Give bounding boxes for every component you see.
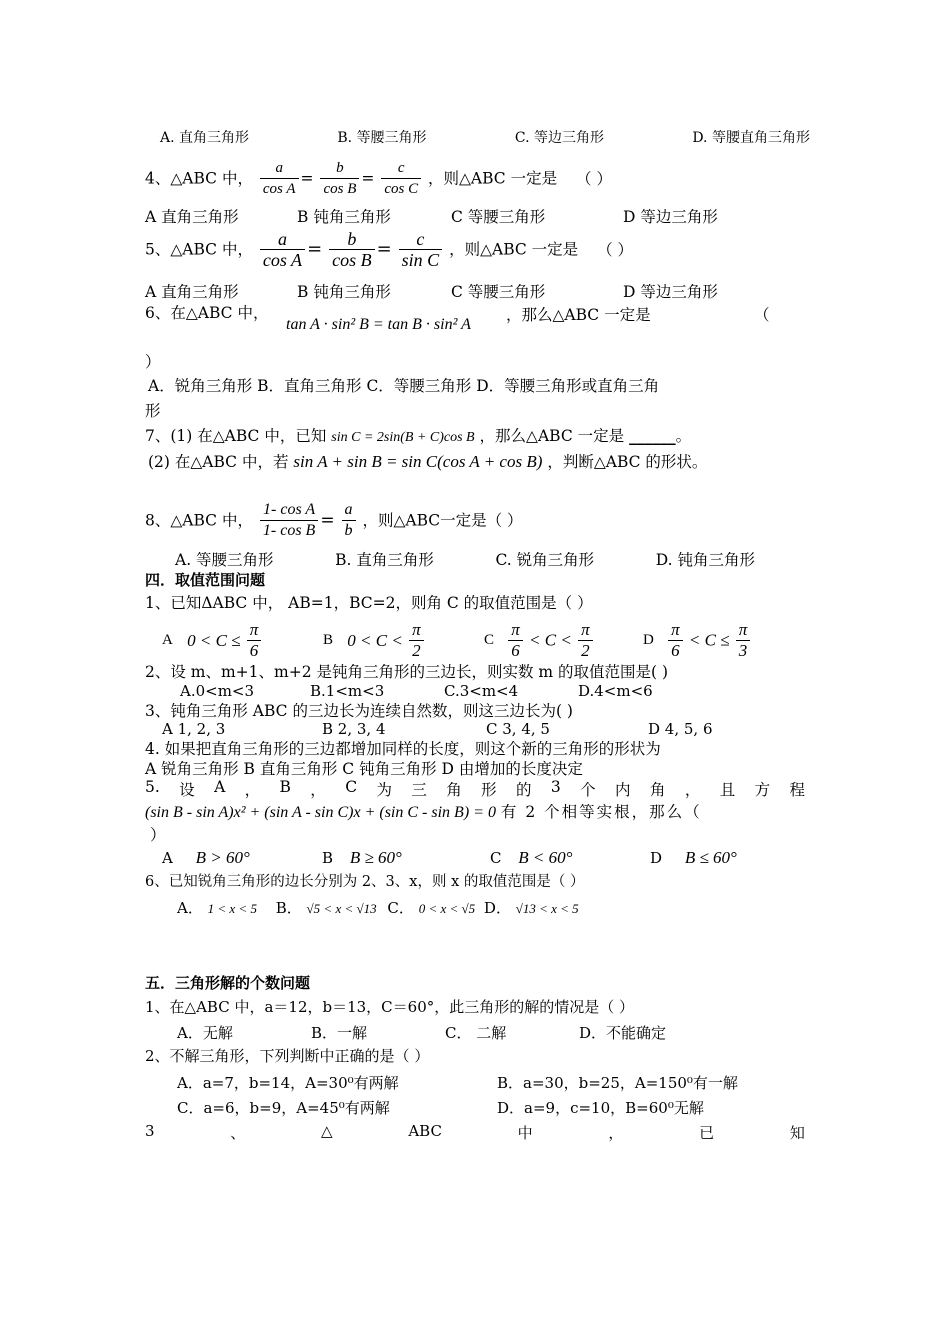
q4-f2-den: cos B bbox=[323, 181, 357, 197]
q5-option-b: B 钝角三角形 bbox=[297, 283, 391, 301]
s4-q3-option-c: C 3, 4, 5 bbox=[486, 720, 550, 738]
q8-option-a: A. 等腰三角形 bbox=[175, 551, 274, 569]
q5-option-a: A 直角三角形 bbox=[145, 283, 239, 301]
s4-q5-w16: ， bbox=[684, 781, 701, 799]
s5-q3-w4: 中 bbox=[517, 1124, 533, 1142]
q5-question: 5、△ABC 中， $\frac{a}{\text{cos A}}$ = $\frac{b}{\text{cos B}}$ = $\frac{c}{\text{sin C}}$ ，则△ABC 一定是 （ ） bbox=[145, 229, 634, 270]
s4-q1-text: 1、已知ΔABC 中， AB=1，BC=2，则角 C 的取值范围是（ ） bbox=[145, 594, 593, 612]
q8-options bbox=[175, 548, 755, 570]
s4-q6-c-expr: 0 < x < √5 bbox=[418, 901, 476, 916]
s4-q5-w12: 3 bbox=[550, 778, 561, 796]
q8-suffix: ，则△ABC一定是（ ） bbox=[362, 511, 523, 530]
s4-q5-w4: B bbox=[279, 778, 291, 796]
q8-ratio-num: a bbox=[342, 500, 356, 521]
s4-q5-b-expr: B ≥ 60° bbox=[349, 848, 402, 867]
q6-paren-open: （ bbox=[754, 306, 770, 324]
s4-q1-d-den1: 6 bbox=[671, 641, 680, 660]
s5-q1-options bbox=[177, 1022, 667, 1043]
s4-q5-w13: 个 bbox=[580, 781, 596, 799]
q8-frac-right bbox=[342, 500, 356, 541]
q7-part2-prefix: (2) 在△ABC 中，若 bbox=[148, 453, 289, 471]
s4-q5-w14: 内 bbox=[615, 781, 631, 799]
s4-q1-a-left: 0 < C ≤ bbox=[187, 630, 241, 650]
q7-part1-end: 。 bbox=[675, 427, 692, 445]
s4-q3-option-d: D 4, 5, 6 bbox=[648, 720, 713, 738]
q5-f2-num: b bbox=[329, 229, 375, 250]
s4-q5-option-d bbox=[650, 848, 737, 868]
s4-q1-d-mid: < C ≤ bbox=[688, 630, 730, 650]
s4-q5-w19: 程 bbox=[789, 781, 805, 799]
q7-part2 bbox=[148, 452, 707, 472]
s4-q1-d-frac2 bbox=[736, 620, 751, 661]
q5-options bbox=[145, 280, 718, 302]
q3-options bbox=[160, 127, 810, 147]
s4-q1-c-den2: 2 bbox=[581, 641, 590, 660]
q6-question bbox=[145, 303, 268, 323]
q7-part1-prefix: 7、(1) 在△ABC 中，已知 bbox=[145, 427, 327, 445]
q8-ratio-den: b bbox=[344, 522, 353, 539]
s4-q5-c-label: C bbox=[490, 849, 502, 867]
q4-frac-1 bbox=[260, 158, 299, 199]
q7-part1-blank: ______ bbox=[629, 426, 676, 445]
q6-suffix: ，那么△ABC 一定是 bbox=[506, 306, 651, 324]
q6-options-line2: 形 bbox=[145, 402, 161, 420]
s5-q2-option-b: B．a=30，b=25，A=150⁰有一解 bbox=[497, 1074, 738, 1092]
s4-q5-d-label: D bbox=[650, 849, 663, 867]
q7-part2-formula: sin A + sin B = sin C(cos A + cos B) bbox=[293, 452, 543, 471]
s5-q2-option-c: C．a=6，b=9，A=45⁰有两解 bbox=[177, 1099, 390, 1117]
s4-q5-b-label: B bbox=[322, 849, 334, 867]
q5-option-c: C 等腰三角形 bbox=[451, 283, 546, 301]
q3-option-b: B. 等腰三角形 bbox=[337, 130, 427, 146]
s4-q5-w3: ， bbox=[244, 781, 261, 799]
s4-q5-w18: 方 bbox=[754, 781, 771, 799]
q5-f3-num: c bbox=[399, 229, 443, 250]
q5-f2-den: cos B bbox=[332, 250, 372, 270]
q8-frac-left bbox=[260, 500, 318, 541]
s4-q5-w7: 为 bbox=[376, 781, 392, 799]
q4-paren: （ ） bbox=[576, 169, 612, 188]
q5-frac-2 bbox=[329, 229, 375, 270]
s4-q1-d-num2: π bbox=[736, 620, 751, 641]
s5-q1-option-a: A．无解 bbox=[177, 1024, 233, 1042]
s4-q5-w9: 角 bbox=[446, 781, 462, 799]
s5-q1-option-c: C． 二解 bbox=[445, 1024, 507, 1042]
q7-part1 bbox=[145, 426, 691, 448]
q4-frac-3 bbox=[381, 158, 421, 199]
q4-f2-num: b bbox=[320, 158, 359, 179]
s4-q6-a-expr: 1 < x < 5 bbox=[207, 901, 257, 916]
s4-q5-d-expr: B ≤ 60° bbox=[684, 848, 737, 867]
q3-option-a: A. 直角三角形 bbox=[160, 130, 250, 146]
s4-q6-a-label: A． bbox=[177, 899, 203, 917]
s4-q1-b-num: π bbox=[409, 620, 424, 641]
q8-equals: = bbox=[320, 510, 335, 531]
section5-heading: 五．三角形解的个数问题 bbox=[145, 974, 311, 992]
s4-q5-w11: 的 bbox=[516, 781, 532, 799]
q7-part2-suffix: ，判断△ABC 的形状。 bbox=[547, 453, 708, 471]
s4-q2-option-d: D.4<m<6 bbox=[578, 682, 653, 700]
s5-q3-w7: 知 bbox=[789, 1124, 805, 1142]
s4-q6-c-label: C． bbox=[387, 899, 414, 917]
s4-q6-option-a bbox=[177, 899, 262, 917]
s5-q1-option-b: B．一解 bbox=[311, 1024, 368, 1042]
s4-q5-line1 bbox=[145, 778, 805, 800]
s4-q1-option-a bbox=[162, 620, 263, 661]
q5-suffix: ，则△ABC 一定是 bbox=[449, 240, 579, 259]
s4-q5-w6: C bbox=[345, 778, 358, 796]
q4-f1-num: a bbox=[260, 158, 299, 179]
s5-q1-option-d: D．不能确定 bbox=[579, 1024, 667, 1042]
s5-q3-line bbox=[145, 1122, 805, 1143]
s4-q2-text: 2、设 m、m+1、m+2 是钝角三角形的三边长，则实数 m 的取值范围是( ) bbox=[145, 663, 669, 681]
s4-q5-w0: 5. bbox=[145, 778, 160, 796]
s5-q3-w3: ABC bbox=[408, 1122, 442, 1140]
q4-prefix: 4、△ABC 中， bbox=[145, 169, 253, 188]
q5-prefix: 5、△ABC 中， bbox=[145, 240, 253, 259]
q4-option-d: D 等边三角形 bbox=[623, 208, 718, 226]
s4-q5-c-expr: B < 60° bbox=[518, 848, 573, 867]
s4-q6-d-expr: √13 < x < 5 bbox=[515, 901, 579, 916]
s4-q3-options bbox=[162, 720, 713, 738]
s4-q2-option-b: B.1<m<3 bbox=[310, 682, 385, 700]
s4-q6-options bbox=[177, 897, 579, 918]
s5-q2-option-d: D．a=9，c=10，B=60⁰无解 bbox=[497, 1099, 704, 1117]
s4-q5-option-c bbox=[490, 848, 572, 868]
s4-q5-a-expr: B > 60° bbox=[195, 848, 250, 867]
q5-f1-num: a bbox=[260, 229, 305, 250]
s4-q5-w8: 三 bbox=[411, 781, 427, 799]
s4-q2-options bbox=[180, 682, 653, 700]
s4-q1-option-b bbox=[323, 620, 426, 661]
s4-q6-text: 6、已知锐角三角形的边长分别为 2、3、x，则 x 的取值范围是（ ） bbox=[145, 874, 585, 890]
q8-frac-den: 1- cos B bbox=[262, 522, 316, 539]
s4-q5-line2 bbox=[145, 802, 702, 823]
s4-q1-c-mid: < C < bbox=[529, 630, 572, 650]
s4-q5-line2-suffix: 有 2 个相等实根，那么（ bbox=[500, 803, 702, 821]
s4-q5-w1: 设 bbox=[179, 781, 195, 799]
s4-q1-d-num1: π bbox=[668, 620, 683, 641]
s4-q1-a-frac bbox=[247, 620, 262, 661]
s4-q5-formula: (sin B - sin A)x² + (sin A - sin C)x + (sin C - sin B) = 0 bbox=[145, 804, 496, 821]
s4-q3-text: 3、钝角三角形 ABC 的三边长为连续自然数，则这三边长为( ) bbox=[145, 702, 573, 720]
s4-q6-option-d bbox=[484, 899, 579, 917]
s4-q1-d-label: D bbox=[643, 632, 654, 648]
s4-q6-b-expr: √5 < x < √13 bbox=[306, 901, 377, 916]
q5-f1-den: cos A bbox=[262, 250, 303, 270]
s5-q2-option-a: A．a=7，b=14，A=30⁰有两解 bbox=[177, 1074, 399, 1092]
q4-suffix: ，则△ABC 一定是 bbox=[428, 169, 558, 188]
q6-options-line1: A．锐角三角形 B．直角三角形 C．等腰三角形 D．等腰三角形或直角三角 bbox=[148, 377, 660, 395]
s4-q1-a-label: A bbox=[162, 632, 173, 648]
s4-q5-paren-close: ） bbox=[150, 826, 166, 844]
s4-q1-option-c bbox=[484, 620, 595, 661]
s4-q2-option-c: C.3<m<4 bbox=[444, 682, 519, 700]
q4-options bbox=[145, 205, 718, 227]
q4-option-b: B 钝角三角形 bbox=[297, 208, 391, 226]
q3-option-d: D. 等腰直角三角形 bbox=[692, 130, 810, 146]
s4-q1-option-d bbox=[643, 620, 752, 661]
s4-q5-options bbox=[162, 848, 737, 868]
s4-q4-options: A 锐角三角形 B 直角三角形 C 钝角三角形 D 由增加的长度决定 bbox=[145, 760, 583, 778]
s4-q1-d-den2: 3 bbox=[738, 641, 748, 660]
q5-option-d: D 等边三角形 bbox=[623, 283, 718, 301]
s4-q1-c-frac1 bbox=[508, 620, 523, 661]
s4-q3-option-a: A 1, 2, 3 bbox=[162, 720, 226, 738]
s4-q1-a-num: π bbox=[247, 620, 262, 641]
s4-q5-option-b bbox=[322, 848, 402, 868]
s4-q5-w5: ， bbox=[310, 781, 326, 799]
q5-frac-3 bbox=[399, 229, 443, 270]
s4-q5-w17: 且 bbox=[719, 781, 736, 799]
q5-f3-den: sin C bbox=[401, 250, 440, 270]
q8-option-b: B. 直角三角形 bbox=[335, 551, 434, 569]
s4-q5-a-label: A bbox=[162, 849, 173, 867]
s5-q3-w5: ， bbox=[608, 1124, 624, 1142]
s4-q1-d-frac1 bbox=[668, 620, 683, 661]
s4-q6-option-c bbox=[387, 899, 480, 917]
s5-q3-w1: 、 bbox=[230, 1124, 246, 1142]
q6-paren-close: ） bbox=[145, 353, 161, 371]
s4-q1-c-label: C bbox=[484, 632, 495, 648]
q4-frac-2 bbox=[320, 158, 359, 199]
q8-frac-num: 1- cos A bbox=[260, 500, 318, 521]
q5-paren: （ ） bbox=[597, 240, 634, 259]
s5-q2-text: 2、不解三角形，下列判断中正确的是（ ） bbox=[145, 1047, 430, 1065]
q7-part1-formula: sin C = 2sin(B + C)cos B bbox=[331, 430, 475, 445]
s4-q3-option-b: B 2, 3, 4 bbox=[322, 720, 386, 738]
s4-q4-text: 4. 如果把直角三角形的三边都增加同样的长度，则这个新的三角形的形状为 bbox=[145, 740, 661, 758]
s4-q1-b-frac bbox=[409, 620, 424, 661]
section4-heading: 四．取值范围问题 bbox=[145, 571, 266, 589]
q4-option-a: A 直角三角形 bbox=[145, 208, 239, 226]
s4-q5-w2: A bbox=[214, 778, 226, 796]
s4-q6-b-label: B． bbox=[275, 899, 302, 917]
q5-frac-1 bbox=[260, 229, 305, 270]
q4-f1-den: cos A bbox=[262, 181, 296, 197]
s4-q5-w15: 角 bbox=[649, 781, 666, 799]
s4-q5-w10: 形 bbox=[481, 781, 497, 799]
q8-option-d: D. 钝角三角形 bbox=[655, 551, 755, 569]
s4-q1-c-frac2 bbox=[578, 620, 593, 661]
s4-q1-c-num1: π bbox=[508, 620, 523, 641]
q7-part1-suffix: ，那么△ABC 一定是 bbox=[479, 427, 625, 445]
q4-f3-den: cos C bbox=[384, 181, 419, 197]
s4-q6-option-b bbox=[276, 899, 382, 917]
q3-option-c: C. 等边三角形 bbox=[514, 130, 604, 146]
s5-q1-text: 1、在△ABC 中，a＝12，b＝13，C＝60°，此三角形的解的情况是（ ） bbox=[145, 998, 635, 1016]
q4-question: 4、△ABC 中， $\frac{a}{\text{cos A}}$ = $\frac{b}{\text{cos B}}$ = $\frac{c}{\text{cos C}}$ ，则△ABC 一定是 （ ） bbox=[145, 160, 612, 197]
q6-formula: tan A · sin² B = tan B · sin² A bbox=[286, 316, 471, 333]
s5-q3-w6: 已 bbox=[699, 1124, 715, 1142]
s4-q1-b-den: 2 bbox=[412, 641, 421, 660]
q6-prefix: 6、在△ABC 中， bbox=[145, 304, 269, 322]
q8-prefix: 8、△ABC 中， bbox=[145, 511, 253, 530]
s4-q5-option-a bbox=[162, 849, 250, 867]
s4-q6-d-label: D． bbox=[483, 899, 511, 917]
s4-q1-c-den1: 6 bbox=[511, 641, 520, 660]
s4-q1-c-num2: π bbox=[578, 620, 593, 641]
s4-q2-option-a: A.0<m<3 bbox=[180, 682, 255, 700]
s5-q3-w0: 3 bbox=[145, 1122, 155, 1140]
q8-option-c: C. 锐角三角形 bbox=[495, 551, 595, 569]
q4-option-c: C 等腰三角形 bbox=[451, 208, 546, 226]
q4-f3-num: c bbox=[381, 158, 421, 179]
s4-q1-b-left: 0 < C < bbox=[347, 630, 403, 650]
s5-q3-w2: △ bbox=[321, 1122, 333, 1140]
q8-question bbox=[145, 500, 523, 541]
s4-q1-a-den: 6 bbox=[249, 641, 259, 660]
s4-q1-b-label: B bbox=[323, 632, 334, 648]
